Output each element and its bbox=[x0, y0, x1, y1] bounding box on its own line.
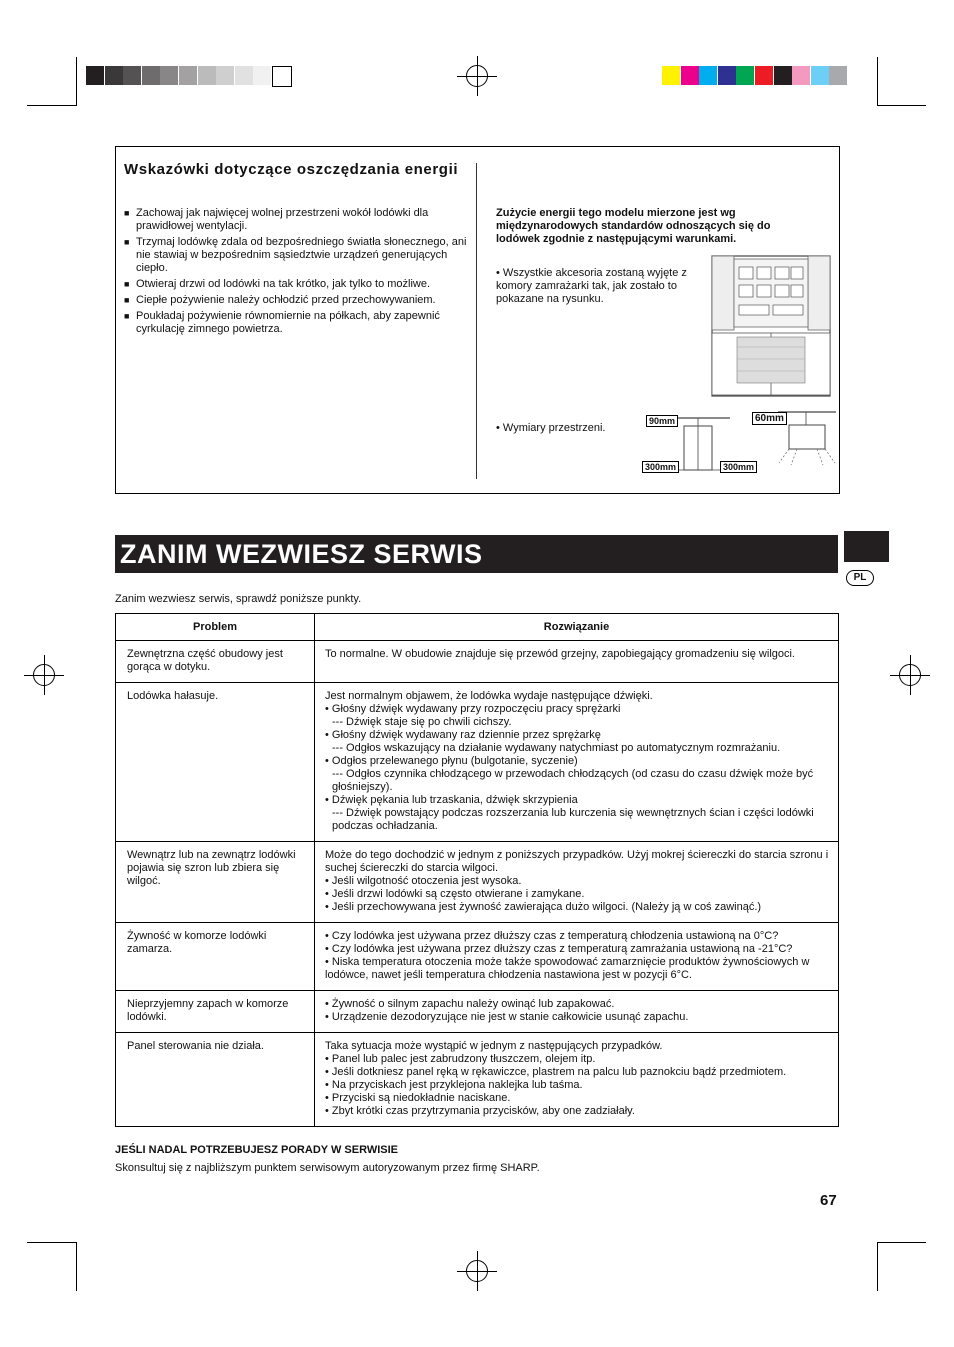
color-swatch bbox=[699, 66, 717, 85]
solution-line: • Urządzenie dezodoryzujące nie jest w stanie całkowicie usunąć zapachu. bbox=[325, 1011, 689, 1023]
color-swatch bbox=[662, 66, 680, 85]
list-item: ■ Poukładaj pożywienie równomiernie na półkach, aby zapewnić cyrkulację zimnego powietrza. bbox=[124, 310, 470, 336]
problem-cell: Panel sterowania nie działa. bbox=[116, 1033, 315, 1127]
color-swatch bbox=[235, 66, 253, 85]
solution-cell bbox=[315, 991, 839, 1033]
problem-cell: Wewnątrz lub na zewnątrz lodówki pojawia się szron lub zbiera się wilgoć. bbox=[116, 842, 315, 923]
color-swatch bbox=[736, 66, 754, 85]
color-swatch bbox=[681, 66, 699, 85]
problem-cell: Nieprzyjemny zapach w komorze lodówki. bbox=[116, 991, 315, 1033]
solution-line: • Głośny dźwięk wydawany raz dziennie przez sprężarkę bbox=[325, 729, 601, 741]
solution-line: Jest normalnym objawem, że lodówka wydaje następujące dźwięki. bbox=[325, 690, 653, 702]
table-header-row bbox=[116, 614, 839, 641]
color-swatch bbox=[755, 66, 773, 85]
dimension-label: 60mm bbox=[752, 412, 787, 425]
color-swatch bbox=[86, 66, 104, 85]
color-swatch bbox=[198, 66, 216, 85]
color-swatch bbox=[829, 66, 847, 85]
color-swatch bbox=[253, 66, 271, 85]
solution-line: • Czy lodówka jest używana przez dłuższy czas z temperaturą zamrażania ustawioną na -21°C? bbox=[325, 943, 793, 955]
dimensions-note: • Wymiary przestrzeni. bbox=[496, 422, 606, 434]
color-swatch bbox=[718, 66, 736, 85]
solution-line: • Zbyt krótki czas przytrzymania przycisków, aby one zadziałały. bbox=[325, 1105, 635, 1117]
energy-measurement-intro: Zużycie energii tego modelu mierzone jest wg międzynarodowych standardów odnoszących się do lodówek zgodnie z następującymi warunkami. bbox=[496, 207, 771, 245]
dimension-label: 300mm bbox=[642, 461, 679, 473]
solution-cell bbox=[315, 683, 839, 842]
solution-line: • Na przyciskach jest przyklejona naklejka lub taśma. bbox=[325, 1079, 583, 1091]
solution-line: --- Dźwięk powstający podczas rozszerzania lub kurczenia się wewnętrznych ścian i części lodówki podczas ochładzania. bbox=[332, 807, 814, 832]
solution-line: • Głośny dźwięk wydawany przy rozpoczęciu pracy sprężarki bbox=[325, 703, 621, 715]
solution-line: • Jeśli wilgotność otoczenia jest wysoka. bbox=[325, 875, 522, 887]
energy-tips-list bbox=[124, 207, 470, 339]
color-swatch bbox=[811, 66, 829, 85]
section-title-bar bbox=[115, 535, 838, 573]
table-row bbox=[116, 842, 839, 923]
solution-line: --- Dźwięk staje się po chwili cichszy. bbox=[332, 716, 512, 728]
registration-mark-top bbox=[457, 56, 497, 96]
accessories-note: • Wszystkie akcesoria zostaną wyjęte z komory zamrażarki tak, jak zostało to pokazane na rysunku. bbox=[496, 267, 687, 305]
color-swatch bbox=[272, 66, 292, 87]
color-swatch bbox=[105, 66, 123, 85]
registration-mark-right bbox=[890, 655, 930, 695]
solution-cell bbox=[315, 1033, 839, 1127]
solution-line: • Jeśli dotkniesz panel ręką w rękawiczce, plastrem na palcu lub paznokciu bądź przedmiotem. bbox=[325, 1066, 787, 1078]
energy-tips-title: Wskazówki dotyczące oszczędzania energii bbox=[124, 161, 459, 178]
solution-line: • Jeśli drzwi lodówki są często otwierane i zamykane. bbox=[325, 888, 585, 900]
dimension-label: 300mm bbox=[720, 461, 757, 473]
intro-text: Zanim wezwiesz serwis, sprawdź poniższe punkty. bbox=[115, 593, 362, 605]
solution-cell bbox=[315, 641, 839, 683]
column-divider bbox=[476, 163, 477, 479]
table-row bbox=[116, 683, 839, 842]
registration-mark-bottom bbox=[457, 1251, 497, 1291]
list-item: ■ Trzymaj lodówkę zdala od bezpośredniego światła słonecznego, ani nie stawiaj w bezpośrednim sąsiedztwie urządzeń generujących ciepło. bbox=[124, 236, 470, 275]
table-row bbox=[116, 923, 839, 991]
list-item: ■ Ciepłe pożywienie należy ochłodzić przed przechowywaniem. bbox=[124, 294, 470, 307]
solution-cell bbox=[315, 842, 839, 923]
solution-line: • Panel lub palec jest zabrudzony tłuszczem, olejem itp. bbox=[325, 1053, 596, 1065]
language-badge: PL bbox=[846, 570, 874, 586]
energy-tips-box bbox=[115, 146, 840, 494]
solution-line: Taka sytuacja może wystąpić w jednym z następujących przypadków. bbox=[325, 1040, 663, 1052]
registration-mark-left bbox=[24, 655, 64, 695]
column-header-problem: Problem bbox=[116, 614, 315, 641]
solution-line: • Żywność o silnym zapachu należy owinąć lub zapakować. bbox=[325, 998, 615, 1010]
solution-line: • Jeśli przechowywana jest żywność zawierająca dużo wilgoci. (Należy ją w coś zawinąć.) bbox=[325, 901, 762, 913]
advice-text: Skonsultuj się z najbliższym punktem serwisowym autoryzowanym przez firmę SHARP. bbox=[115, 1162, 540, 1174]
solution-line: --- Odgłos czynnika chłodzącego w przewodach chłodzących (od czasu do czasu dźwięk może być głośniejszy). bbox=[332, 768, 814, 793]
list-item: ■ Zachowaj jak najwięcej wolnej przestrzeni wokół lodówki dla prawidłowej wentylacji. bbox=[124, 207, 470, 233]
color-swatch bbox=[774, 66, 792, 85]
solution-line: • Czy lodówka jest używana przez dłuższy czas z temperaturą chłodzenia ustawioną na 0°C? bbox=[325, 930, 779, 942]
solution-line: To normalne. W obudowie znajduje się przewód grzejny, zapobiegający gromadzeniu się wilgoci. bbox=[325, 648, 795, 660]
solution-line: • Dźwięk pękania lub trzaskania, dźwięk skrzypienia bbox=[325, 794, 578, 806]
table-row bbox=[116, 1033, 839, 1127]
color-swatch bbox=[216, 66, 234, 85]
table-row bbox=[116, 641, 839, 683]
color-swatch bbox=[123, 66, 141, 85]
solution-line: --- Odgłos wskazujący na działanie wydawany natychmiast po automatycznym rozmrażaniu. bbox=[332, 742, 781, 754]
fridge-illustration bbox=[711, 255, 831, 397]
solution-line: Może do tego dochodzić w jednym z poniższych przypadków. Użyj mokrej ściereczki do starcia szronu i suchej ściereczki do starcia wilgoci. bbox=[325, 849, 829, 874]
color-swatch bbox=[142, 66, 160, 85]
color-swatch bbox=[160, 66, 178, 85]
color-swatch bbox=[179, 66, 197, 85]
table-row bbox=[116, 991, 839, 1033]
list-item: ■ Otwieraj drzwi od lodówki na tak krótko, jak tylko to możliwe. bbox=[124, 278, 470, 291]
column-header-solution: Rozwiązanie bbox=[315, 614, 839, 641]
solution-line: • Niska temperatura otoczenia może także spowodować zamarznięcie produktów żywnościowych w lodówce, nawet jeśli temperatura chłodzenia nastawiona jest w pozycji 6°C. bbox=[325, 956, 810, 981]
problem-cell: Lodówka hałasuje. bbox=[116, 683, 315, 842]
problem-cell: Zewnętrzna część obudowy jest gorąca w dotyku. bbox=[116, 641, 315, 683]
solution-cell bbox=[315, 923, 839, 991]
advice-title: JEŚLI NADAL POTRZEBUJESZ PORADY W SERWISIE bbox=[115, 1144, 398, 1156]
dimension-label: 90mm bbox=[646, 415, 678, 427]
solution-line: • Przyciski są niedokładnie naciskane. bbox=[325, 1092, 511, 1104]
solution-line: • Odgłos przelewanego płynu (bulgotanie, syczenie) bbox=[325, 755, 578, 767]
problem-cell: Żywność w komorze lodówki zamarza. bbox=[116, 923, 315, 991]
troubleshooting-table bbox=[115, 613, 839, 1127]
page-title: ZANIM WEZWIESZ SERWIS bbox=[120, 539, 483, 569]
side-tab bbox=[844, 531, 889, 562]
color-swatch bbox=[792, 66, 810, 85]
page-number: 67 bbox=[820, 1192, 837, 1209]
